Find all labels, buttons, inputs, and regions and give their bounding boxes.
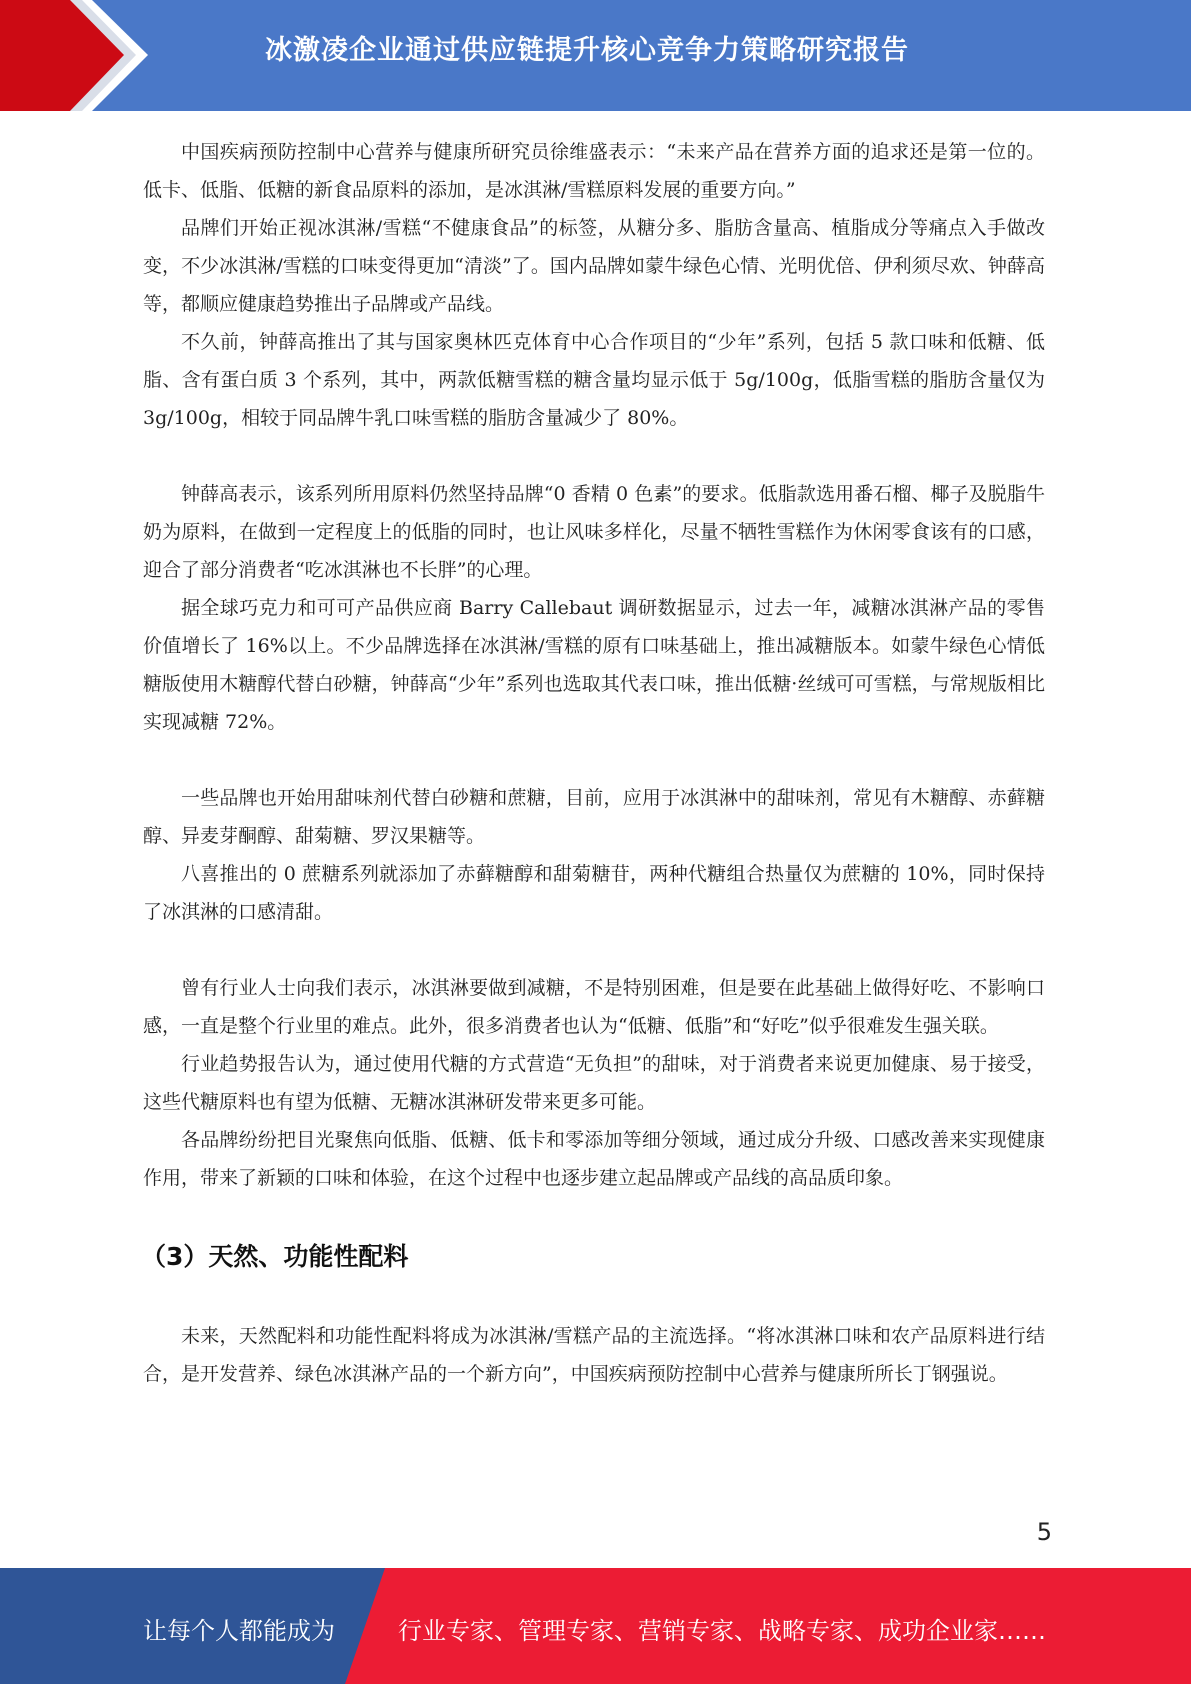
paragraph: 据全球巧克力和可可产品供应商 Barry Callebaut 调研数据显示，过去一年，减糖冰淇淋产品的零售价值增长了 16%以上。不少品牌选择在冰淇淋/雪糕的原有口味基础上，推出减糖版本。如蒙牛绿色心情低糖版使用木糖醇代替白砂糖，钟薛高“少年”系列也选取其代表口味，推出低糖·丝绒可可雪糕，与常规版相比实现减糖 72%。 [143,597,1045,733]
paragraph: 未来，天然配料和功能性配料将成为冰淇淋/雪糕产品的主流选择。“将冰淇淋口味和农产品原料进行结合，是开发营养、绿色冰淇淋产品的一个新方向”，中国疾病预防控制中心营养与健康所所长丁钢强说。 [143,1325,1045,1385]
section-heading: （3）天然、功能性配料 [141,1242,409,1271]
paragraph: 一些品牌也开始用甜味剂代替白砂糖和蔗糖，目前，应用于冰淇淋中的甜味剂，常见有木糖醇、赤藓糖醇、异麦芽酮醇、甜菊糖、罗汉果糖等。 [143,787,1045,847]
footer-slogan-right: 行业专家、管理专家、营销专家、战略专家、成功企业家…… [398,1617,1046,1645]
paragraph: 不久前，钟薛高推出了其与国家奥林匹克体育中心合作项目的“少年”系列，包括 5 款口味和低糖、低脂、含有蛋白质 3 个系列，其中，两款低糖雪糕的糖含量均显示低于 5g/100g，低脂雪糕的脂肪含量仅为 3g/100g，相较于同品牌牛乳口味雪糕的脂肪含量减少了 80%。 [143,331,1045,429]
paragraph: 行业趋势报告认为，通过使用代糖的方式营造“无负担”的甜味，对于消费者来说更加健康、易于接受，这些代糖原料也有望为低糖、无糖冰淇淋研发带来更多可能。 [143,1053,1045,1113]
page-header [0,0,1191,111]
footer-slogan-left: 让每个人都能成为 [143,1617,335,1645]
paragraph: 钟薛高表示，该系列所用原料仍然坚持品牌“0 香精 0 色素”的要求。低脂款选用番石榴、椰子及脱脂牛奶为原料，在做到一定程度上的低脂的同时，也让风味多样化，尽量不牺牲雪糕作为休闲零食该有的口感，迎合了部分消费者“吃冰淇淋也不长胖”的心理。 [143,483,1045,581]
report-title: 冰激凌企业通过供应链提升核心竞争力策略研究报告 [265,35,909,66]
paragraph: 曾有行业人士向我们表示，冰淇淋要做到减糖，不是特别困难，但是要在此基础上做得好吃、不影响口感，一直是整个行业里的难点。此外，很多消费者也认为“低糖、低脂”和“好吃”似乎很难发生强关联。 [143,977,1045,1037]
page-footer [0,1568,1191,1684]
page-number: 5 [1036,1518,1052,1546]
paragraph: 各品牌纷纷把目光聚焦向低脂、低糖、低卡和零添加等细分领域，通过成分升级、口感改善来实现健康作用，带来了新颖的口味和体验，在这个过程中也逐步建立起品牌或产品线的高品质印象。 [143,1129,1045,1189]
paragraph: 中国疾病预防控制中心营养与健康所研究员徐维盛表示：“未来产品在营养方面的追求还是第一位的。低卡、低脂、低糖的新食品原料的添加，是冰淇淋/雪糕原料发展的重要方向。” [143,141,1045,201]
paragraph: 八喜推出的 0 蔗糖系列就添加了赤藓糖醇和甜菊糖苷，两种代糖组合热量仅为蔗糖的 10%，同时保持了冰淇淋的口感清甜。 [143,863,1045,923]
article-body [143,133,1045,1393]
paragraph: 品牌们开始正视冰淇淋/雪糕“不健康食品”的标签，从糖分多、脂肪含量高、植脂成分等痛点入手做改变，不少冰淇淋/雪糕的口味变得更加“清淡”了。国内品牌如蒙牛绿色心情、光明优倍、伊利须尽欢、钟薛高等，都顺应健康趋势推出子品牌或产品线。 [143,217,1045,315]
